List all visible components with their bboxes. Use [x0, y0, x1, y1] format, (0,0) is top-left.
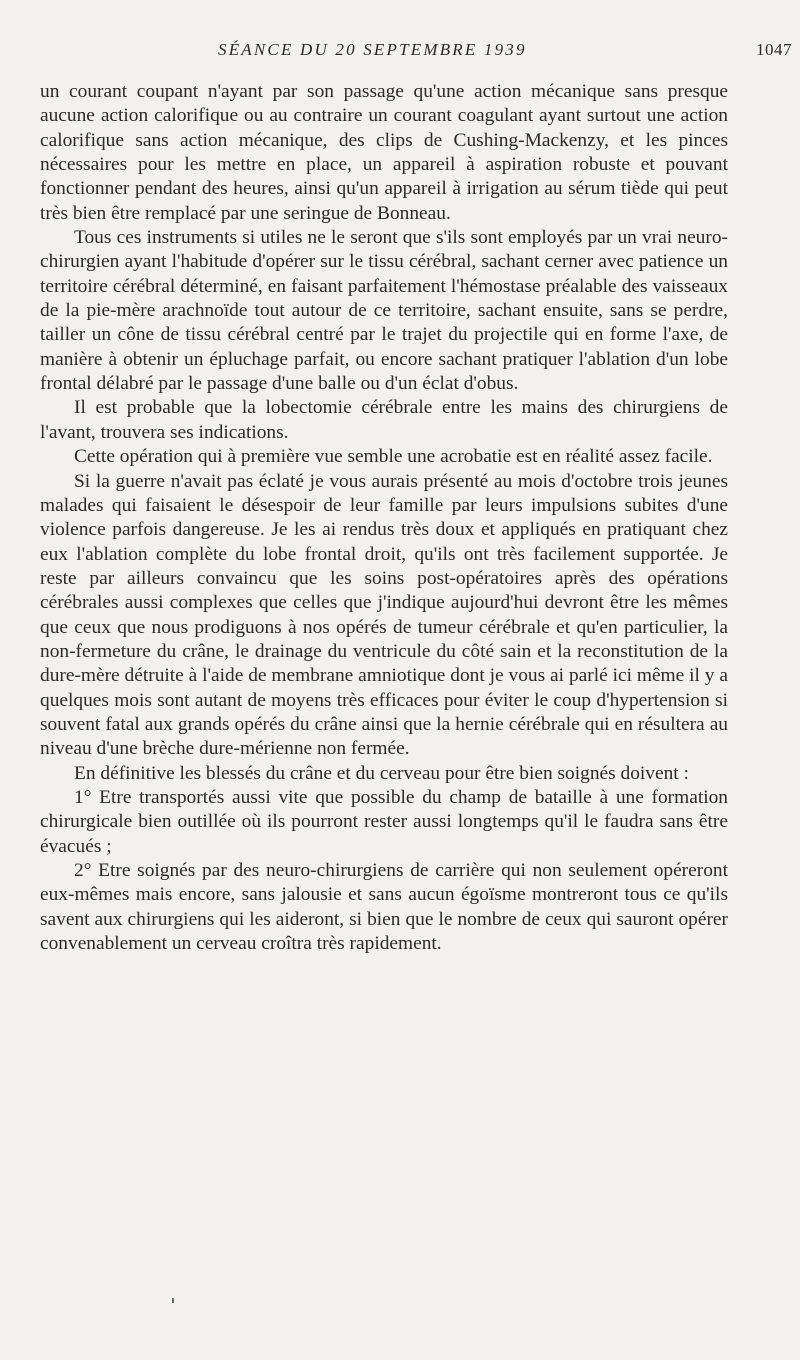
page-number: 1047: [756, 40, 792, 59]
document-page: [0, 40, 800, 1360]
paragraph-lobectomie: Il est probable que la lobectomie cérébrale entre les mains des chirurgiens de l'avant, trouvera ses indications.: [40, 397, 728, 443]
paragraph-continuation: un courant coupant n'ayant par son passage qu'une action mécanique sans presque aucune action calorifique ou au contraire un courant coagulant ayant surtout une action calorifique sans action mécanique, des clips de Cushing-Mackenzy, et les pinces nécessaires pour les mettre en place, un appareil à aspiration robuste et pouvant fonctionner pendant des heures, ainsi qu'un appareil à irrigation au sérum tiède qui peut très bien être remplacé par une seringue de Bonneau.: [40, 81, 728, 224]
running-title: SÉANCE DU 20 SEPTEMBRE 1939: [218, 40, 527, 59]
paragraph-point-2: 2° Etre soignés par des neuro-chirurgiens de carrière qui non seulement opéreront eux-mêmes mais encore, sans jalousie et sans aucun égoïsme montreront tous ce qu'ils savent aux chirurgiens qui les aideront, si bien que le nombre de ceux qui sauront opérer convenablement un cerveau croîtra très rapidement.: [40, 860, 728, 955]
paragraph-guerre: Si la guerre n'avait pas éclaté je vous aurais présenté au mois d'octobre trois jeunes malades qui faisaient le désespoir de leur famille par leurs impulsions subites d'une violence parfois dangereuse. Je les ai rendus très doux et appliqués en pratiquant chez eux l'ablation complète du lobe frontal droit, qu'ils ont très facilement supportée. Je reste par ailleurs convaincu que les soins post-opératoires après des opérations cérébrales aussi complexes que celles que j'indique aujourd'hui devront être les mêmes que ceux que nous prodiguons à nos opérés de tumeur cérébrale et qu'en particulier, la non-fermeture du crâne, le drainage du ventricule du côté sain et la reconstitution de la dure-mère détruite à l'aide de membrane amniotique dont je vous ai parlé ici même il y a quelques mois sont autant de moyens très efficaces pour éviter le coup d'hypertension si souvent fatal aux grands opérés du crâne ainsi que la hernie cérébrale qui en résultera au niveau d'une brèche dure-mérienne non fermée.: [40, 470, 728, 760]
paragraph-point-1: 1° Etre transportés aussi vite que possible du champ de bataille à une formation chirurgicale bien outillée où ils pourront rester aussi longtemps qu'il le faudra sans être évacués ;: [40, 786, 728, 857]
print-speck: [172, 1298, 174, 1303]
running-header: [40, 40, 792, 74]
paragraph-definitive: En définitive les blessés du crâne et du cerveau pour être bien soignés doivent :: [74, 762, 689, 784]
paragraph-instruments: Tous ces instruments si utiles ne le seront que s'ils sont employés par un vrai neuro-chirurgien ayant l'habitude d'opérer sur le tissu cérébral, sachant cerner avec patience un territoire cérébral déterminé, en faisant parfaitement l'hémostase préalable des vaisseaux de la pie-mère arachnoïde tout autour de ce territoire, sachant ensuite, sans se perdre, tailler un cône de tissu cérébral centré par le trajet du projectile qui en forme l'axe, de manière à obtenir un épluchage parfait, ou encore sachant pratiquer l'ablation d'un lobe frontal délabré par le passage d'une balle ou d'un éclat d'obus.: [40, 227, 728, 395]
body-text: [40, 80, 728, 956]
paragraph-operation: Cette opération qui à première vue semble une acrobatie est en réalité assez facile.: [74, 446, 713, 468]
